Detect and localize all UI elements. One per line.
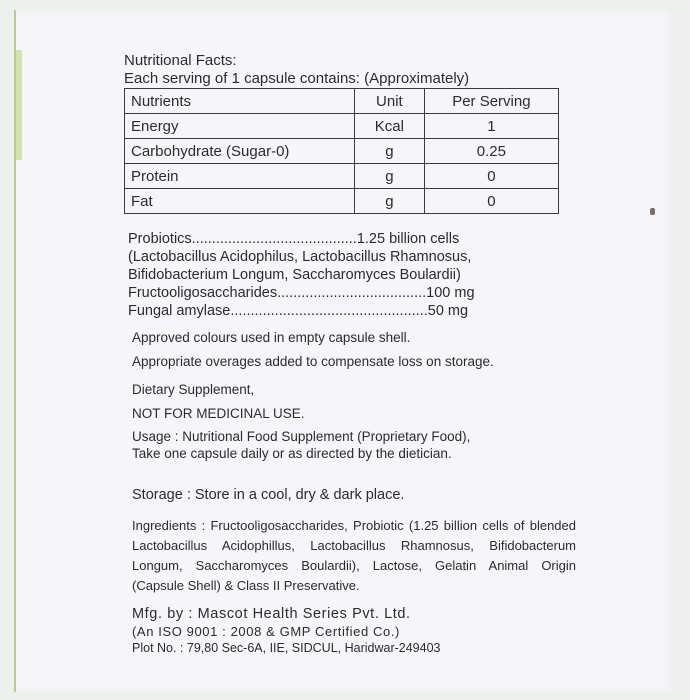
table-row	[125, 139, 559, 164]
nutrient-name: Protein	[125, 164, 355, 189]
nutrient-value: 0.25	[424, 139, 558, 164]
column-header-unit: Unit	[354, 89, 424, 114]
ingredients-line: (Capsule Shell) & Class II Preservative.	[132, 578, 360, 593]
strains-line-2: Bifidobacterium Longum, Saccharomyces Boulardii)	[128, 267, 461, 283]
column-header-per-serving: Per Serving	[424, 89, 558, 114]
ingredients-line: Longum, Saccharomyces Boulardii), Lactose, Gelatin Animal Origin	[132, 558, 576, 573]
colours-note: Approved colours used in empty capsule shell.	[132, 330, 411, 345]
nutrition-heading: Nutritional Facts:	[124, 52, 237, 69]
print-speck	[650, 208, 655, 215]
usage-line-2: Take one capsule daily or as directed by the dietician.	[132, 446, 452, 461]
ingredients-line: Lactobacillus Acidophillus, Lactobacillus Rhamnosus, Bifidobacterum	[132, 538, 576, 553]
nutrient-value: 0	[424, 164, 558, 189]
nutrient-value: 1	[424, 114, 558, 139]
nutrient-name: Carbohydrate (Sugar-0)	[125, 139, 355, 164]
dietary-note: Dietary Supplement,	[132, 382, 255, 397]
ingredients-block	[132, 516, 576, 596]
nutrition-table	[124, 88, 559, 214]
column-header-nutrients: Nutrients	[125, 89, 355, 114]
storage-note: Storage : Store in a cool, dry & dark place.	[132, 487, 405, 503]
table-row	[125, 189, 559, 214]
label-panel	[14, 10, 676, 692]
nutrient-value: 0	[424, 189, 558, 214]
table-row	[125, 114, 559, 139]
strains-line-1: (Lactobacillus Acidophilus, Lactobacillus Rhamnosus,	[128, 249, 472, 265]
probiotics-line: Probiotics.........................................1.25 billion cells	[128, 231, 460, 247]
nutrient-unit: g	[354, 139, 424, 164]
not-medicinal-note: NOT FOR MEDICINAL USE.	[132, 406, 305, 421]
overages-note: Appropriate overages added to compensate loss on storage.	[132, 354, 494, 369]
table-header-row	[125, 89, 559, 114]
nutrient-name: Energy	[125, 114, 355, 139]
nutrient-name: Fat	[125, 189, 355, 214]
certification: (An ISO 9001 : 2008 & GMP Certified Co.)	[132, 624, 400, 639]
nutrient-unit: g	[354, 189, 424, 214]
manufacturer-address: Plot No. : 79,80 Sec-6A, IIE, SIDCUL, Haridwar-249403	[132, 641, 441, 655]
manufacturer-name: Mfg. by : Mascot Health Series Pvt. Ltd.	[132, 606, 411, 622]
amylase-line: Fungal amylase.................................................50 mg	[128, 303, 469, 319]
nutrient-unit: Kcal	[354, 114, 424, 139]
edge-stripe	[16, 50, 22, 160]
usage-line-1: Usage : Nutritional Food Supplement (Proprietary Food),	[132, 429, 471, 444]
nutrient-unit: g	[354, 164, 424, 189]
ingredients-line: Ingredients : Fructooligosaccharides, Probiotic (1.25 billion cells of blended	[132, 518, 576, 533]
table-row	[125, 164, 559, 189]
fos-line: Fructooligosaccharides.....................................100 mg	[128, 285, 475, 301]
serving-description: Each serving of 1 capsule contains: (Approximately)	[124, 70, 470, 87]
